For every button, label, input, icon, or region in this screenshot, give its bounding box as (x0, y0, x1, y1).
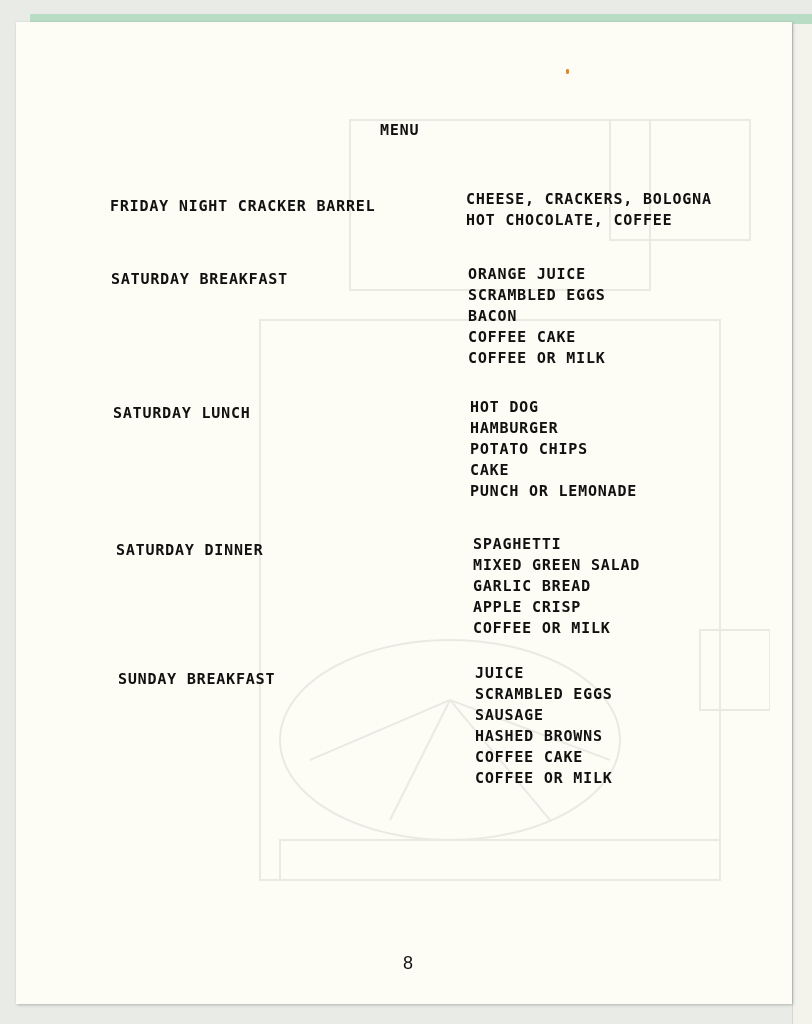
menu-item: HAMBURGER (470, 419, 559, 437)
menu-item: COFFEE CAKE (468, 328, 577, 346)
menu-item: COFFEE CAKE (475, 748, 584, 766)
menu-item: BACON (468, 307, 518, 325)
meal-name-saturday-lunch: SATURDAY LUNCH (113, 404, 251, 422)
next-page-edge (792, 24, 812, 1024)
menu-item: SCRAMBLED EGGS (475, 685, 613, 703)
meal-name-sunday-breakfast: SUNDAY BREAKFAST (118, 670, 276, 688)
menu-item: GARLIC BREAD (473, 577, 591, 595)
menu-item: CHEESE, CRACKERS, BOLOGNA (466, 190, 712, 208)
menu-item: SCRAMBLED EGGS (468, 286, 606, 304)
menu-item: ORANGE JUICE (468, 265, 586, 283)
meal-name-saturday-dinner: SATURDAY DINNER (116, 541, 264, 559)
menu-item: APPLE CRISP (473, 598, 582, 616)
menu-item: POTATO CHIPS (470, 440, 588, 458)
page-title: MENU (380, 121, 420, 139)
menu-item: HASHED BROWNS (475, 727, 603, 745)
menu-item: CAKE (470, 461, 510, 479)
meal-items-sunday-breakfast (475, 663, 613, 789)
menu-item: MIXED GREEN SALAD (473, 556, 641, 574)
meal-items-saturday-lunch (470, 397, 637, 502)
paper-fleck (566, 69, 569, 74)
meal-items-saturday-dinner (473, 534, 640, 639)
meal-items-saturday-breakfast (468, 264, 606, 369)
menu-item: JUICE (475, 664, 525, 682)
meal-items-friday (466, 189, 712, 231)
menu-item: COFFEE OR MILK (473, 619, 611, 637)
menu-item: HOT DOG (470, 398, 539, 416)
menu-item: COFFEE OR MILK (475, 769, 613, 787)
menu-item: SAUSAGE (475, 706, 544, 724)
meal-name-friday-cracker-barrel: FRIDAY NIGHT CRACKER BARREL (110, 197, 376, 215)
menu-item: PUNCH OR LEMONADE (470, 482, 638, 500)
page-number: 8 (403, 953, 414, 973)
menu-item: COFFEE OR MILK (468, 349, 606, 367)
meal-name-saturday-breakfast: SATURDAY BREAKFAST (111, 270, 288, 288)
menu-item: SPAGHETTI (473, 535, 562, 553)
menu-item: HOT CHOCOLATE, COFFEE (466, 211, 673, 229)
